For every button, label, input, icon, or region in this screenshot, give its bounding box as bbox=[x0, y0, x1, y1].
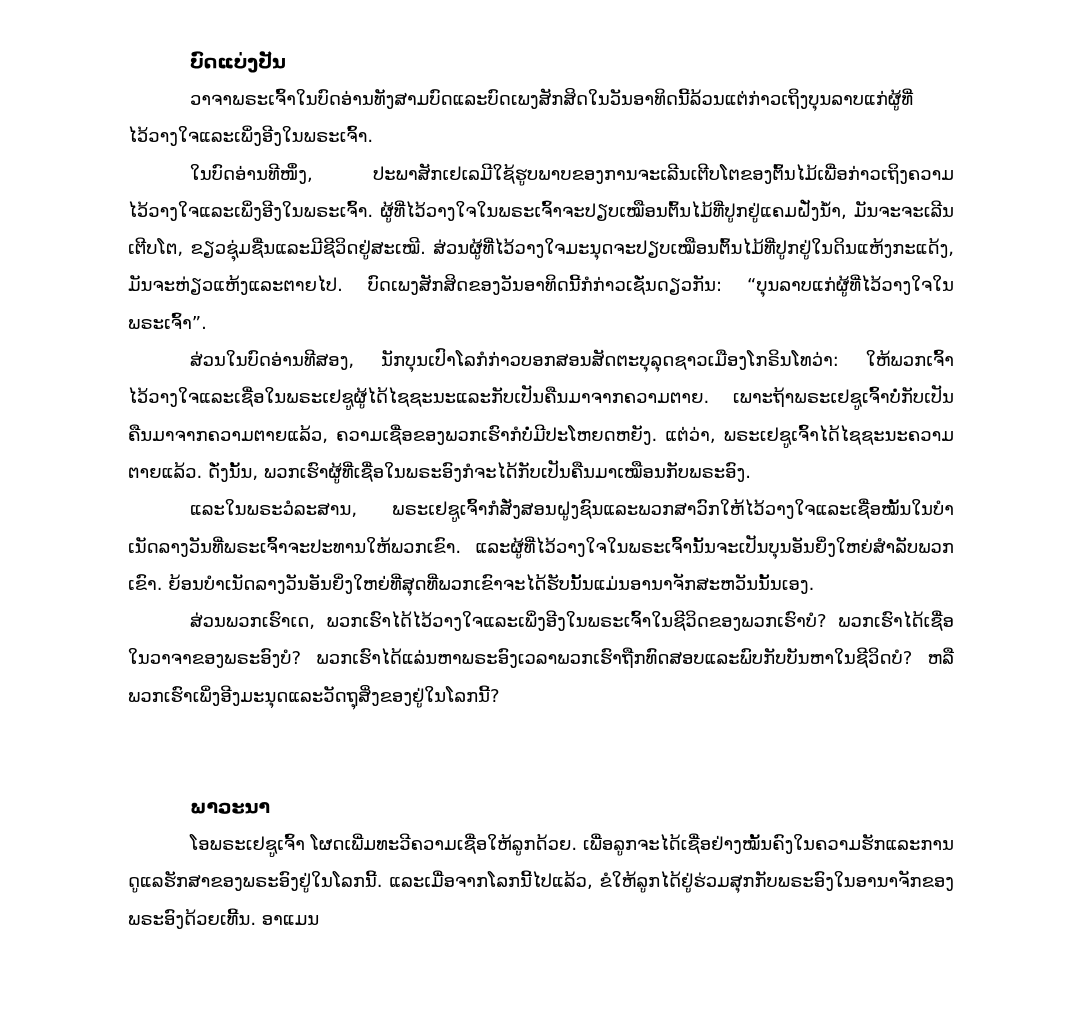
reflection-paragraph-4: ແລະໃນພຣະວໍລະສານ, ພຣະເຢຊູເຈົ້າກໍສັ່ງສອນຝູງຊົນແລະພວກສາວົກໃຫ້ໄວ້ວາງໃຈແລະເຊື່ອໝັ້ນໃນບໍາເນັດລາງວັນທີ່ພຣະເຈົ້າຈະປະທານໃຫ້ພວກເຂົາ. ແລະຜູ້ທີ່ໄວ້ວາງໃຈໃນພຣະເຈົ້ານັ້ນຈະເປັນບຸນອັນຍິ່ງໃຫຍ່ສໍາລັບພວກເຂົາ. ຍ້ອນບໍາເນັດລາງວັນອັນຍິ່ງໃຫຍ່ທີ່ສຸດທີ່ພວກເຂົາຈະໄດ້ຮັບນັ້ນແມ່ນອານາຈັກສະຫວັນນັ້ນເອງ. bbox=[128, 499, 954, 595]
reflection-paragraph-2: ໃນບົດອ່ານທີໜຶ່ງ, ປະພາສັກເຢເລມີໃຊ້ຮູບພາບຂອງການຈະເລີນເຕີບໂຕຂອງຕົ້ນໄມ້ເພື່ອກ່າວເຖິງຄວາມໄວ້ວາງໃຈແລະເພິ່ງອີງໃນພຣະເຈົ້າ. ຜູ້ທີ່ໄວ້ວາງໃຈໃນພຣະເຈົ້າຈະປຽບເໝືອນຕົ້ນໄມ້ທີ່ປູກຢູ່ແຄມຝັ່ງນໍ້າ, ມັນຈະຈະເລີນເຕີບໂຕ, ຂຽວຊຸ່ມຊື່ນແລະມີຊີວິດຢູ່ສະເໝີ. ສ່ວນຜູ້ທີ່ໄວ້ວາງໃຈມະນຸດຈະປຽບເໝືອນຕົ້ນໄມ້ທີ່ປູກຢູ່ໃນດິນແຫ້ງກະແດ້ງ, ມັນຈະຫ່ຽວແຫ້ງແລະຕາຍໄປ. ບົດເພງສັກສິດຂອງວັນອາທິດນີ້ກໍກ່າວເຊັ່ນດຽວກັນ: “ບຸນລາບແກ່ຜູ້ທີ່ໄວ້ວາງໃຈໃນພຣະເຈົ້າ”. bbox=[128, 163, 954, 334]
reflection-paragraph-1: ວາຈາພຣະເຈົ້າໃນບົດອ່ານທັງສາມບົດແລະບົດເພງສັກສິດໃນວັນອາທິດນີ້ລ້ວນແຕ່ກ່າວເຖິງບຸນລາບແກ່ຜູ້ທີ່ໄວ້ວາງໃຈແລະເພິ່ງອີງໃນພຣະເຈົ້າ. bbox=[128, 89, 914, 148]
reflection-paragraph-3: ສ່ວນໃນບົດອ່ານທີສອງ, ນັກບຸນເປົາໂລກໍກ່າວບອກສອນສັດຕະບຸລຸດຊາວເມືອງໂກຣິນໂທວ່າ: ໃຫ້ພວກເຈົ້າໄວ້ວາງໃຈແລະເຊື່ອໃນພຣະເຢຊູຜູ້ໄດ້ໄຊຊະນະແລະກັບເປັນຄືນມາຈາກຄວາມຕາຍ. ເພາະຖ້າພຣະເຢຊູເຈົ້າບໍ່ກັບເປັນຄືນມາຈາກຄວາມຕາຍແລ້ວ, ຄວາມເຊື່ອຂອງພວກເຮົາກໍບໍ່ມີປະໂຫຍດຫຍັງ. ແຕ່ວ່າ, ພຣະເຢຊູເຈົ້າໄດ້ໄຊຊະນະຄວາມຕາຍແລ້ວ. ດັ່ງນັ້ນ, ພວກເຮົາຜູ້ທີ່ເຊື່ອໃນພຣະອົງກໍຈະໄດ້ກັບເປັນຄືນມາເໝືອນກັບພຣະອົງ. bbox=[128, 350, 954, 483]
prayer-text: ໂອພຣະເຢຊູເຈົ້າ ໂຜດເພີ່ມທະວີຄວາມເຊື່ອໃຫ້ລູກດ້ວຍ. ເພື່ອລູກຈະໄດ້ເຊື່ອຢ່າງໝັ້ນຄົງໃນຄວາມຮັກແລະການດູແລຮັກສາຂອງພຣະອົງຢູ່ໃນໂລກນີ້. ແລະເມື່ອຈາກໂລກນີ້ໄປແລ້ວ, ຂໍໃຫ້ລູກໄດ້ຢູ່ຮ່ວມສຸກກັບພຣະອົງໃນອານາຈັກຂອງພຣະອົງດ້ວຍເທີ້ນ. ອາແມນ bbox=[128, 834, 954, 930]
reflection-paragraph-5: ສ່ວນພວກເຮົາເດ, ພວກເຮົາໄດ້ໄວ້ວາງໃຈແລະເພິ່ງອີງໃນພຣະເຈົ້າໃນຊີວິດຂອງພວກເຮົາບໍ? ພວກເຮົາໄດ້ເຊື່ອໃນວາຈາຂອງພຣະອົງບໍ? ພວກເຮົາໄດ້ແລ່ນຫາພຣະອົງເວລາພວກເຮົາຖືກທົດສອບແລະພົບກັບບັນຫາໃນຊີວິດບໍ? ຫລືພວກເຮົາເພິ່ງອີງມະນຸດແລະວັດຖຸສິ່ງຂອງຢູ່ໃນໂລກນີ້? bbox=[128, 611, 954, 707]
section-spacer bbox=[128, 715, 954, 789]
document-page bbox=[128, 44, 954, 938]
prayer-title: ພາວະນາ bbox=[190, 796, 271, 819]
reflection-title: ບົດແບ່ງປັນ bbox=[190, 51, 286, 73]
